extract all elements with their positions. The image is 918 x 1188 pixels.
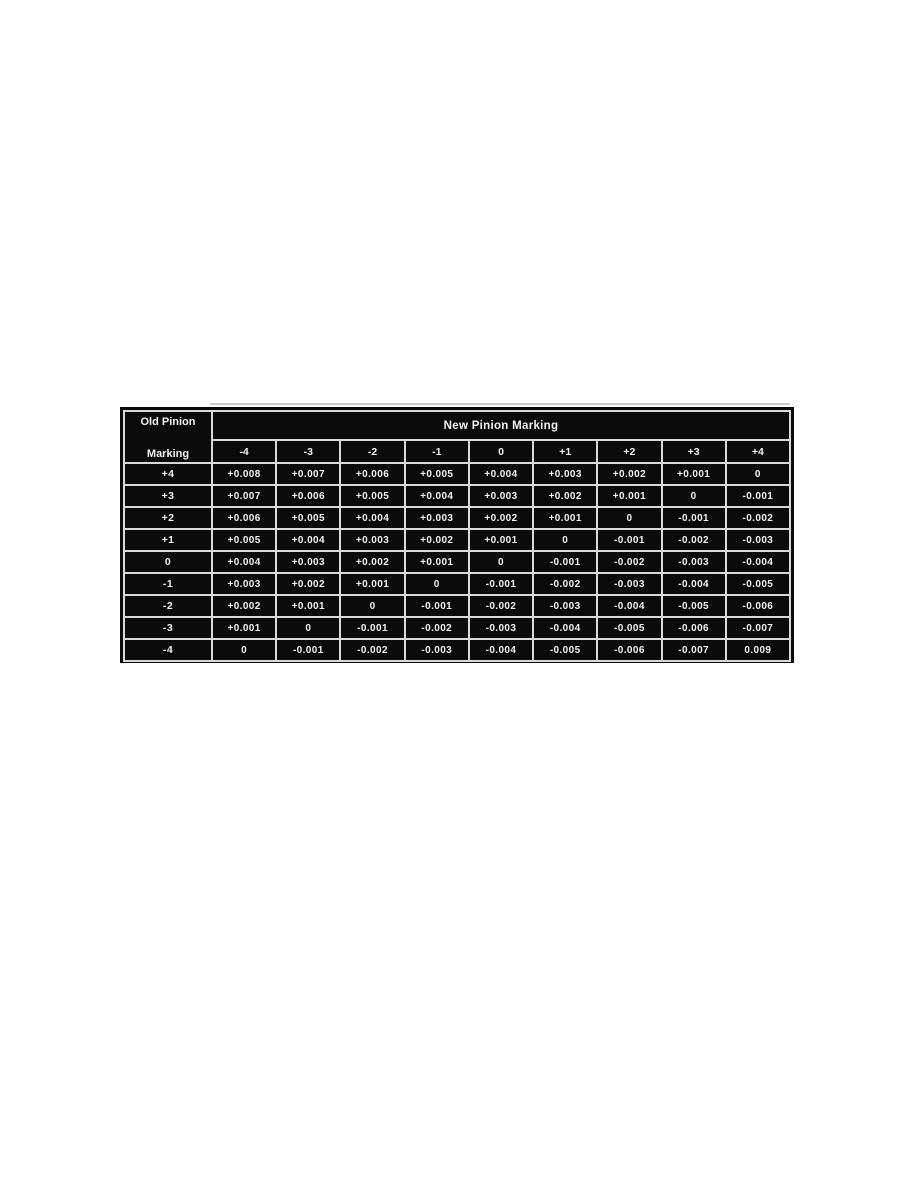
table-cell: +0.004 xyxy=(340,507,404,529)
table-cell: +0.005 xyxy=(212,529,276,551)
table-cell: +0.001 xyxy=(533,507,597,529)
table-cell: 0 xyxy=(405,573,469,595)
pinion-marking-table xyxy=(123,410,791,662)
table-cell: -0.002 xyxy=(597,551,661,573)
table-cell: -0.001 xyxy=(597,529,661,551)
table-cell: +0.002 xyxy=(340,551,404,573)
table-cell: +0.003 xyxy=(405,507,469,529)
table-cell: -0.001 xyxy=(340,617,404,639)
column-header-cell: +1 xyxy=(533,440,597,463)
corner-header xyxy=(124,411,212,463)
table-cell: -0.001 xyxy=(662,507,726,529)
table-cell: +0.002 xyxy=(212,595,276,617)
table-cell: -0.001 xyxy=(276,639,340,661)
table-cell: 0 xyxy=(662,485,726,507)
table-cell: 0 xyxy=(597,507,661,529)
table-cell: 0.009 xyxy=(726,639,790,661)
row-header-cell: -2 xyxy=(124,595,212,617)
table-row xyxy=(124,551,790,573)
table-cell: +0.007 xyxy=(212,485,276,507)
table-cell: -0.003 xyxy=(726,529,790,551)
table-cell: +0.005 xyxy=(405,463,469,485)
table-row xyxy=(124,639,790,661)
table-row xyxy=(124,529,790,551)
column-header-cell: -1 xyxy=(405,440,469,463)
table-cell: +0.004 xyxy=(212,551,276,573)
table-row xyxy=(124,595,790,617)
scan-artifact-line xyxy=(210,403,790,405)
column-header-cell: +2 xyxy=(597,440,661,463)
row-header-cell: +1 xyxy=(124,529,212,551)
table-cell: -0.002 xyxy=(469,595,533,617)
table-cell: +0.004 xyxy=(276,529,340,551)
table-cell: +0.006 xyxy=(276,485,340,507)
table-cell: -0.004 xyxy=(662,573,726,595)
table-cell: +0.001 xyxy=(405,551,469,573)
table-cell: -0.001 xyxy=(469,573,533,595)
table-cell: +0.001 xyxy=(340,573,404,595)
table-cell: +0.005 xyxy=(276,507,340,529)
table-cell: -0.005 xyxy=(533,639,597,661)
table-cell: +0.003 xyxy=(533,463,597,485)
table-row xyxy=(124,573,790,595)
corner-header-line1: Old Pinion xyxy=(140,416,196,428)
table-cell: -0.001 xyxy=(533,551,597,573)
table-cell: +0.001 xyxy=(212,617,276,639)
table-cell: -0.004 xyxy=(533,617,597,639)
table-cell: +0.002 xyxy=(469,507,533,529)
table-cell: -0.003 xyxy=(662,551,726,573)
table-cell: 0 xyxy=(533,529,597,551)
table-cell: -0.002 xyxy=(533,573,597,595)
table-cell: -0.006 xyxy=(726,595,790,617)
table-cell: +0.006 xyxy=(340,463,404,485)
table-cell: +0.002 xyxy=(533,485,597,507)
column-header-row xyxy=(124,440,790,463)
table-cell: -0.006 xyxy=(662,617,726,639)
group-header: New Pinion Marking xyxy=(212,411,790,440)
column-header-cell: 0 xyxy=(469,440,533,463)
table-cell: +0.003 xyxy=(276,551,340,573)
column-header-cell: -2 xyxy=(340,440,404,463)
table-cell: +0.001 xyxy=(469,529,533,551)
column-header-cell: -4 xyxy=(212,440,276,463)
column-header-cell: +3 xyxy=(662,440,726,463)
table-row xyxy=(124,463,790,485)
table-cell: -0.002 xyxy=(405,617,469,639)
table-cell: 0 xyxy=(469,551,533,573)
table-cell: 0 xyxy=(340,595,404,617)
table-cell: -0.006 xyxy=(597,639,661,661)
row-header-cell: 0 xyxy=(124,551,212,573)
table-cell: -0.004 xyxy=(597,595,661,617)
table-cell: -0.003 xyxy=(405,639,469,661)
table-cell: -0.004 xyxy=(469,639,533,661)
table-row xyxy=(124,617,790,639)
table-cell: +0.008 xyxy=(212,463,276,485)
table-cell: -0.001 xyxy=(726,485,790,507)
table-cell: -0.004 xyxy=(726,551,790,573)
table-cell: +0.003 xyxy=(469,485,533,507)
table-cell: +0.001 xyxy=(276,595,340,617)
table-cell: -0.003 xyxy=(469,617,533,639)
column-header-cell: +4 xyxy=(726,440,790,463)
table-cell: -0.002 xyxy=(726,507,790,529)
table-cell: -0.007 xyxy=(726,617,790,639)
table-row xyxy=(124,485,790,507)
row-header-cell: +4 xyxy=(124,463,212,485)
table-cell: +0.003 xyxy=(212,573,276,595)
table-cell: +0.005 xyxy=(340,485,404,507)
table-cell: -0.005 xyxy=(662,595,726,617)
table-cell: +0.002 xyxy=(276,573,340,595)
row-header-cell: -1 xyxy=(124,573,212,595)
table-cell: 0 xyxy=(726,463,790,485)
table-cell: -0.002 xyxy=(340,639,404,661)
table-cell: 0 xyxy=(276,617,340,639)
group-header-row xyxy=(124,411,790,440)
table-cell: +0.004 xyxy=(405,485,469,507)
table-row xyxy=(124,507,790,529)
table-cell: -0.005 xyxy=(726,573,790,595)
row-header-cell: +2 xyxy=(124,507,212,529)
corner-header-line2: Marking xyxy=(146,448,190,460)
row-header-cell: -4 xyxy=(124,639,212,661)
table-body xyxy=(124,463,790,661)
row-header-cell: +3 xyxy=(124,485,212,507)
table-cell: +0.001 xyxy=(597,485,661,507)
table-cell: 0 xyxy=(212,639,276,661)
table-cell: -0.003 xyxy=(533,595,597,617)
table-cell: -0.002 xyxy=(662,529,726,551)
table-cell: -0.003 xyxy=(597,573,661,595)
row-header-cell: -3 xyxy=(124,617,212,639)
table-cell: +0.001 xyxy=(662,463,726,485)
table-cell: -0.001 xyxy=(405,595,469,617)
table-cell: +0.004 xyxy=(469,463,533,485)
column-header-cell: -3 xyxy=(276,440,340,463)
pinion-marking-table-wrap xyxy=(120,407,794,663)
table-cell: +0.002 xyxy=(405,529,469,551)
table-cell: -0.005 xyxy=(597,617,661,639)
table-cell: -0.007 xyxy=(662,639,726,661)
table-cell: +0.002 xyxy=(597,463,661,485)
table-cell: +0.003 xyxy=(340,529,404,551)
table-cell: +0.006 xyxy=(212,507,276,529)
table-cell: +0.007 xyxy=(276,463,340,485)
